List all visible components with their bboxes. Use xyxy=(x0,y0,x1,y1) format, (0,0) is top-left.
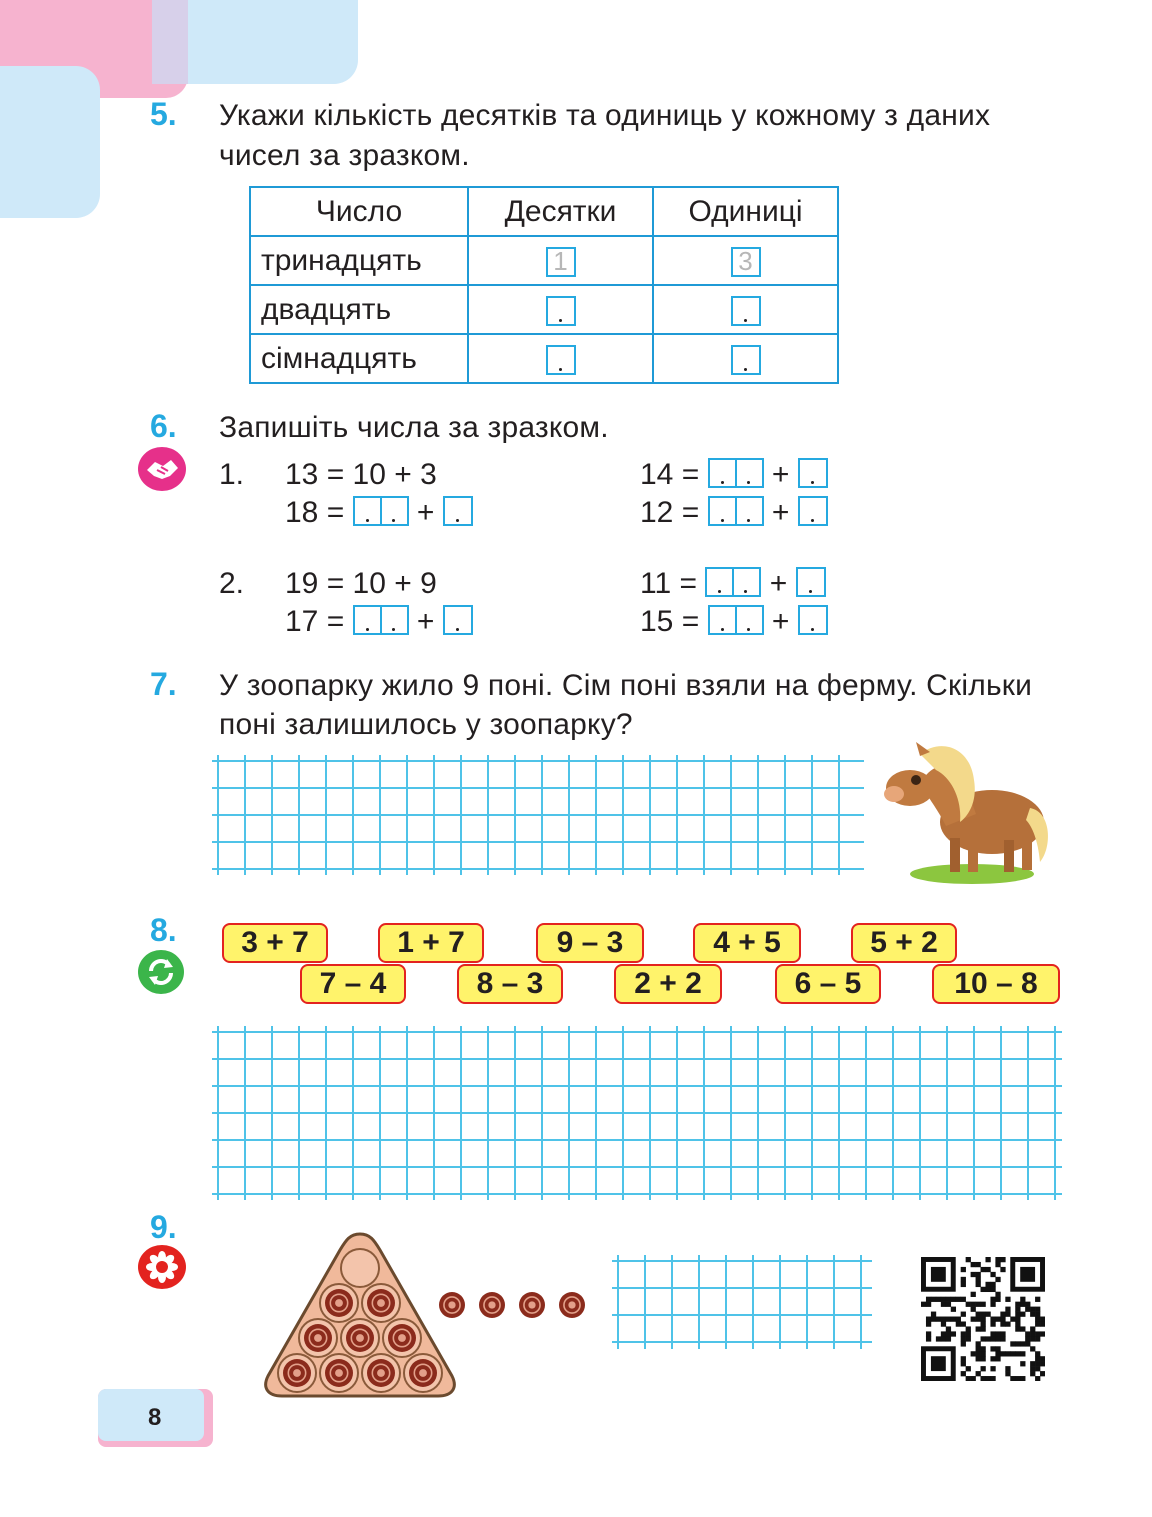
ball-center xyxy=(448,1301,455,1308)
qr-module xyxy=(1000,1336,1005,1341)
g2-left2 xyxy=(285,603,473,641)
qr-module xyxy=(976,1312,981,1317)
task7-grid[interactable] xyxy=(212,755,864,875)
qr-module xyxy=(941,1317,946,1322)
plus-sign: + xyxy=(769,567,788,600)
qr-module xyxy=(1000,1267,1005,1272)
qr-code[interactable] xyxy=(921,1257,1045,1381)
qr-module xyxy=(951,1331,956,1336)
qr-module xyxy=(990,1302,995,1307)
qr-module xyxy=(926,1297,931,1302)
plus-sign: + xyxy=(416,496,435,529)
ball-center xyxy=(356,1334,364,1342)
task5-text-line2: чисел за зразком. xyxy=(219,139,470,172)
qr-module xyxy=(971,1292,976,1297)
qr-module xyxy=(1015,1326,1020,1331)
qr-module xyxy=(936,1297,941,1302)
ball-triangle xyxy=(262,1228,458,1400)
qr-module xyxy=(1015,1307,1020,1312)
qr-module xyxy=(1030,1361,1035,1366)
qr-module xyxy=(1030,1326,1035,1331)
qr-module xyxy=(1000,1257,1005,1262)
header-tens: Десятки xyxy=(468,187,653,236)
row-word: сімнадцять xyxy=(250,334,468,383)
qr-module xyxy=(1015,1317,1020,1322)
ones-input[interactable] xyxy=(443,496,473,526)
plus-sign: + xyxy=(771,458,790,491)
eq-left: 14 = xyxy=(640,458,700,491)
qr-module xyxy=(1040,1361,1045,1366)
qr-module xyxy=(985,1267,990,1272)
qr-module xyxy=(1015,1321,1020,1326)
qr-module xyxy=(961,1361,966,1366)
qr-module xyxy=(956,1297,961,1302)
qr-module xyxy=(981,1346,986,1351)
qr-module xyxy=(961,1321,966,1326)
qr-module xyxy=(1010,1341,1015,1346)
qr-module xyxy=(981,1336,986,1341)
qr-module xyxy=(961,1371,966,1376)
ball-center xyxy=(398,1334,406,1342)
table-row xyxy=(250,236,838,285)
qr-module xyxy=(966,1331,971,1336)
qr-module xyxy=(990,1317,995,1322)
task7-number: 7. xyxy=(150,666,177,702)
qr-module xyxy=(1015,1351,1020,1356)
ones-answer-box[interactable] xyxy=(731,345,761,375)
qr-module xyxy=(990,1287,995,1292)
qr-module xyxy=(1025,1302,1030,1307)
expression-card[interactable]: 4 + 5 xyxy=(693,923,801,963)
ball-center xyxy=(335,1299,343,1307)
task5-number: 5. xyxy=(150,96,177,132)
eq-left: 12 = xyxy=(640,496,700,529)
qr-module xyxy=(981,1376,986,1381)
qr-module xyxy=(971,1351,976,1356)
qr-module xyxy=(1010,1376,1015,1381)
qr-module xyxy=(1020,1376,1025,1381)
qr-module xyxy=(976,1371,981,1376)
qr-module xyxy=(1015,1312,1020,1317)
g1-example: 13 = 10 + 3 xyxy=(285,458,437,491)
qr-finder-core xyxy=(1020,1267,1035,1282)
qr-module xyxy=(995,1277,1000,1282)
qr-module xyxy=(956,1321,961,1326)
qr-module xyxy=(951,1317,956,1322)
g1-left2 xyxy=(285,494,473,532)
qr-module xyxy=(961,1282,966,1287)
loose-balls xyxy=(436,1288,590,1322)
qr-module xyxy=(1000,1321,1005,1326)
qr-module xyxy=(1020,1312,1025,1317)
task8-grid[interactable] xyxy=(212,1026,1062,1200)
qr-module xyxy=(1040,1356,1045,1361)
qr-module xyxy=(1030,1331,1035,1336)
qr-module xyxy=(1025,1307,1030,1312)
qr-module xyxy=(1035,1376,1040,1381)
qr-module xyxy=(966,1302,971,1307)
eq-left: 18 = xyxy=(285,496,345,529)
ball-center xyxy=(314,1334,322,1342)
tens-input[interactable] xyxy=(708,605,764,635)
qr-module xyxy=(995,1351,1000,1356)
task7-text-line2: поні залишилось у зоопарку? xyxy=(219,708,633,741)
qr-module xyxy=(971,1272,976,1277)
g1-right2 xyxy=(640,494,828,532)
qr-module xyxy=(1025,1336,1030,1341)
qr-module xyxy=(971,1262,976,1267)
qr-module xyxy=(1035,1331,1040,1336)
task9-grid[interactable] xyxy=(612,1255,872,1349)
qr-module xyxy=(981,1317,986,1322)
qr-module xyxy=(1015,1376,1020,1381)
qr-module xyxy=(961,1341,966,1346)
qr-module xyxy=(946,1302,951,1307)
qr-module xyxy=(931,1297,936,1302)
qr-module xyxy=(976,1302,981,1307)
qr-module xyxy=(981,1312,986,1317)
qr-module xyxy=(941,1331,946,1336)
qr-module xyxy=(966,1366,971,1371)
qr-module xyxy=(990,1356,995,1361)
ball-center xyxy=(528,1301,535,1308)
qr-module xyxy=(966,1257,971,1262)
ones-answer-box[interactable]: 3 xyxy=(731,247,761,277)
qr-module xyxy=(990,1331,995,1336)
qr-module xyxy=(961,1297,966,1302)
qr-module xyxy=(1000,1317,1005,1322)
qr-module xyxy=(990,1376,995,1381)
qr-module xyxy=(1040,1371,1045,1376)
qr-module xyxy=(946,1326,951,1331)
eq-left: 15 = xyxy=(640,605,700,638)
side-decoration-blue xyxy=(0,66,100,218)
qr-module xyxy=(981,1321,986,1326)
pony-illustration xyxy=(880,730,1060,888)
qr-module xyxy=(995,1346,1000,1351)
qr-module xyxy=(951,1297,956,1302)
row-word: тринадцять xyxy=(250,236,468,285)
qr-module xyxy=(990,1282,995,1287)
ball-center xyxy=(335,1369,343,1377)
qr-module xyxy=(1015,1302,1020,1307)
qr-finder-core xyxy=(931,1267,946,1282)
task6-number: 6. xyxy=(150,408,177,444)
ball-center xyxy=(568,1301,575,1308)
qr-module xyxy=(1005,1351,1010,1356)
qr-module xyxy=(976,1356,981,1361)
qr-module xyxy=(946,1297,951,1302)
qr-module xyxy=(971,1317,976,1322)
row-word: двадцять xyxy=(250,285,468,334)
qr-module xyxy=(1030,1371,1035,1376)
expression-card[interactable]: 2 + 2 xyxy=(614,964,722,1004)
qr-module xyxy=(1035,1336,1040,1341)
slot xyxy=(341,1249,379,1287)
tens-answer-box[interactable]: 1 xyxy=(546,247,576,277)
qr-module xyxy=(1005,1371,1010,1376)
qr-module xyxy=(931,1312,936,1317)
qr-module xyxy=(1040,1321,1045,1326)
qr-module xyxy=(976,1272,981,1277)
qr-module xyxy=(961,1336,966,1341)
qr-module xyxy=(1005,1297,1010,1302)
task9-number: 9. xyxy=(150,1209,177,1245)
qr-module xyxy=(995,1336,1000,1341)
qr-module xyxy=(981,1351,986,1356)
qr-module xyxy=(1020,1341,1025,1346)
qr-module xyxy=(1020,1351,1025,1356)
qr-module xyxy=(971,1307,976,1312)
group1-label: 1. xyxy=(219,458,245,491)
ball-center xyxy=(377,1369,385,1377)
table-row xyxy=(250,285,838,334)
qr-module xyxy=(985,1287,990,1292)
qr-module xyxy=(1035,1361,1040,1366)
tens-answer-box[interactable] xyxy=(546,345,576,375)
qr-module xyxy=(1030,1312,1035,1317)
qr-finder-core xyxy=(931,1356,946,1371)
qr-module xyxy=(946,1331,951,1336)
expression-card[interactable]: 9 – 3 xyxy=(536,923,644,963)
tens-input[interactable] xyxy=(705,567,761,597)
expression-card[interactable]: 6 – 5 xyxy=(775,964,881,1004)
qr-module xyxy=(1005,1366,1010,1371)
qr-module xyxy=(956,1317,961,1322)
qr-module xyxy=(1035,1312,1040,1317)
qr-module xyxy=(1035,1351,1040,1356)
g2-example: 19 = 10 + 9 xyxy=(285,567,437,600)
qr-module xyxy=(976,1277,981,1282)
qr-module xyxy=(976,1351,981,1356)
qr-module xyxy=(1035,1317,1040,1322)
qr-module xyxy=(981,1326,986,1331)
qr-module xyxy=(976,1326,981,1331)
task5-text-line1: Укажи кількість десятків та одиниць у кожному з даних xyxy=(219,99,991,132)
qr-module xyxy=(976,1341,981,1346)
qr-module xyxy=(936,1317,941,1322)
ones-answer-box[interactable] xyxy=(731,296,761,326)
qr-module xyxy=(926,1302,931,1307)
ones-input[interactable] xyxy=(798,458,828,488)
qr-module xyxy=(926,1321,931,1326)
qr-module xyxy=(966,1326,971,1331)
expression-card[interactable]: 10 – 8 xyxy=(932,964,1060,1004)
qr-module xyxy=(1030,1336,1035,1341)
header-ones: Одиниці xyxy=(653,187,838,236)
qr-module xyxy=(936,1336,941,1341)
qr-module xyxy=(1030,1346,1035,1351)
flower-icon xyxy=(137,1244,187,1290)
qr-module xyxy=(1000,1351,1005,1356)
plus-sign: + xyxy=(771,605,790,638)
plus-sign: + xyxy=(771,496,790,529)
qr-module xyxy=(990,1272,995,1277)
qr-module xyxy=(1035,1321,1040,1326)
qr-module xyxy=(995,1297,1000,1302)
ball-center xyxy=(488,1301,495,1308)
handshake-icon xyxy=(137,446,187,492)
qr-module xyxy=(1030,1307,1035,1312)
qr-module xyxy=(1015,1341,1020,1346)
qr-module xyxy=(990,1366,995,1371)
qr-module xyxy=(931,1317,936,1322)
qr-module xyxy=(1005,1312,1010,1317)
qr-module xyxy=(976,1346,981,1351)
ball-center xyxy=(293,1369,301,1377)
qr-module xyxy=(971,1376,976,1381)
tens-input[interactable] xyxy=(708,496,764,526)
qr-module xyxy=(1035,1307,1040,1312)
ball-center xyxy=(377,1299,385,1307)
qr-module xyxy=(981,1356,986,1361)
qr-module xyxy=(985,1312,990,1317)
qr-module xyxy=(1005,1307,1010,1312)
qr-module xyxy=(1000,1312,1005,1317)
qr-module xyxy=(985,1376,990,1381)
qr-module xyxy=(1040,1331,1045,1336)
page-number: 8 xyxy=(148,1404,162,1431)
qr-module xyxy=(1000,1331,1005,1336)
qr-module xyxy=(1010,1317,1015,1322)
qr-module xyxy=(1025,1331,1030,1336)
qr-module xyxy=(941,1302,946,1307)
qr-module xyxy=(1040,1317,1045,1322)
qr-module xyxy=(1025,1341,1030,1346)
qr-module xyxy=(985,1336,990,1341)
tens-answer-box[interactable] xyxy=(546,296,576,326)
g2-right1 xyxy=(640,565,826,603)
qr-module xyxy=(966,1376,971,1381)
qr-module xyxy=(981,1287,986,1292)
ones-input[interactable] xyxy=(443,605,473,635)
tens-input[interactable] xyxy=(353,605,409,635)
qr-module xyxy=(976,1317,981,1322)
qr-module xyxy=(961,1277,966,1282)
ones-input[interactable] xyxy=(798,605,828,635)
g1-right1 xyxy=(640,456,828,494)
qr-module xyxy=(981,1366,986,1371)
group2-label: 2. xyxy=(219,567,245,600)
corner-decoration-overlap xyxy=(152,0,188,84)
qr-module xyxy=(995,1356,1000,1361)
tens-input[interactable] xyxy=(353,496,409,526)
qr-module xyxy=(951,1307,956,1312)
qr-module xyxy=(926,1336,931,1341)
eq-left: 11 = xyxy=(640,567,697,600)
qr-module xyxy=(1020,1361,1025,1366)
recycle-icon xyxy=(137,949,185,995)
qr-module xyxy=(1035,1366,1040,1371)
table-row xyxy=(250,334,838,383)
qr-module xyxy=(1020,1302,1025,1307)
ball-center xyxy=(419,1369,427,1377)
qr-module xyxy=(971,1302,976,1307)
g2-right2 xyxy=(640,603,828,641)
qr-module xyxy=(995,1331,1000,1336)
qr-module xyxy=(995,1317,1000,1322)
tens-input[interactable] xyxy=(708,458,764,488)
qr-module xyxy=(1020,1326,1025,1331)
qr-module xyxy=(961,1267,966,1272)
table-header-row xyxy=(250,187,838,236)
qr-module xyxy=(985,1282,990,1287)
qr-module xyxy=(946,1336,951,1341)
qr-module xyxy=(976,1282,981,1287)
qr-module xyxy=(926,1331,931,1336)
header-number: Число xyxy=(250,187,468,236)
qr-module xyxy=(941,1297,946,1302)
eq-left: 17 = xyxy=(285,605,345,638)
expression-card[interactable]: 7 – 4 xyxy=(300,964,406,1004)
qr-module xyxy=(995,1292,1000,1297)
qr-module xyxy=(926,1317,931,1322)
qr-module xyxy=(981,1302,986,1307)
qr-module xyxy=(1020,1297,1025,1302)
qr-module xyxy=(1035,1297,1040,1302)
qr-module xyxy=(1010,1351,1015,1356)
qr-module xyxy=(985,1257,990,1262)
expression-card[interactable]: 5 + 2 xyxy=(851,923,957,963)
ones-input[interactable] xyxy=(796,567,826,597)
grid-lines xyxy=(212,755,864,875)
expression-card[interactable]: 8 – 3 xyxy=(457,964,563,1004)
expression-card[interactable]: 3 + 7 xyxy=(222,923,328,963)
qr-module xyxy=(990,1321,995,1326)
qr-module xyxy=(995,1262,1000,1267)
task8-number: 8. xyxy=(150,912,177,948)
qr-module xyxy=(966,1336,971,1341)
qr-module xyxy=(946,1317,951,1322)
qr-module xyxy=(921,1302,926,1307)
qr-module xyxy=(976,1262,981,1267)
qr-module xyxy=(961,1356,966,1361)
qr-module xyxy=(990,1336,995,1341)
qr-module xyxy=(961,1331,966,1336)
qr-module xyxy=(990,1297,995,1302)
expression-card[interactable]: 1 + 7 xyxy=(378,923,484,963)
qr-module xyxy=(981,1267,986,1272)
qr-module xyxy=(995,1257,1000,1262)
qr-module xyxy=(1035,1356,1040,1361)
task6-text: Запишіть числа за зразком. xyxy=(219,411,609,444)
qr-module xyxy=(961,1312,966,1317)
qr-module xyxy=(1030,1366,1035,1371)
qr-module xyxy=(1005,1321,1010,1326)
task7-text-line1: У зоопарку жило 9 поні. Сім поні взяли на ферму. Скільки xyxy=(219,669,1033,702)
qr-module xyxy=(941,1321,946,1326)
ones-input[interactable] xyxy=(798,496,828,526)
qr-module xyxy=(941,1336,946,1341)
tens-ones-table xyxy=(249,186,839,384)
plus-sign: + xyxy=(416,605,435,638)
qr-module xyxy=(990,1346,995,1351)
